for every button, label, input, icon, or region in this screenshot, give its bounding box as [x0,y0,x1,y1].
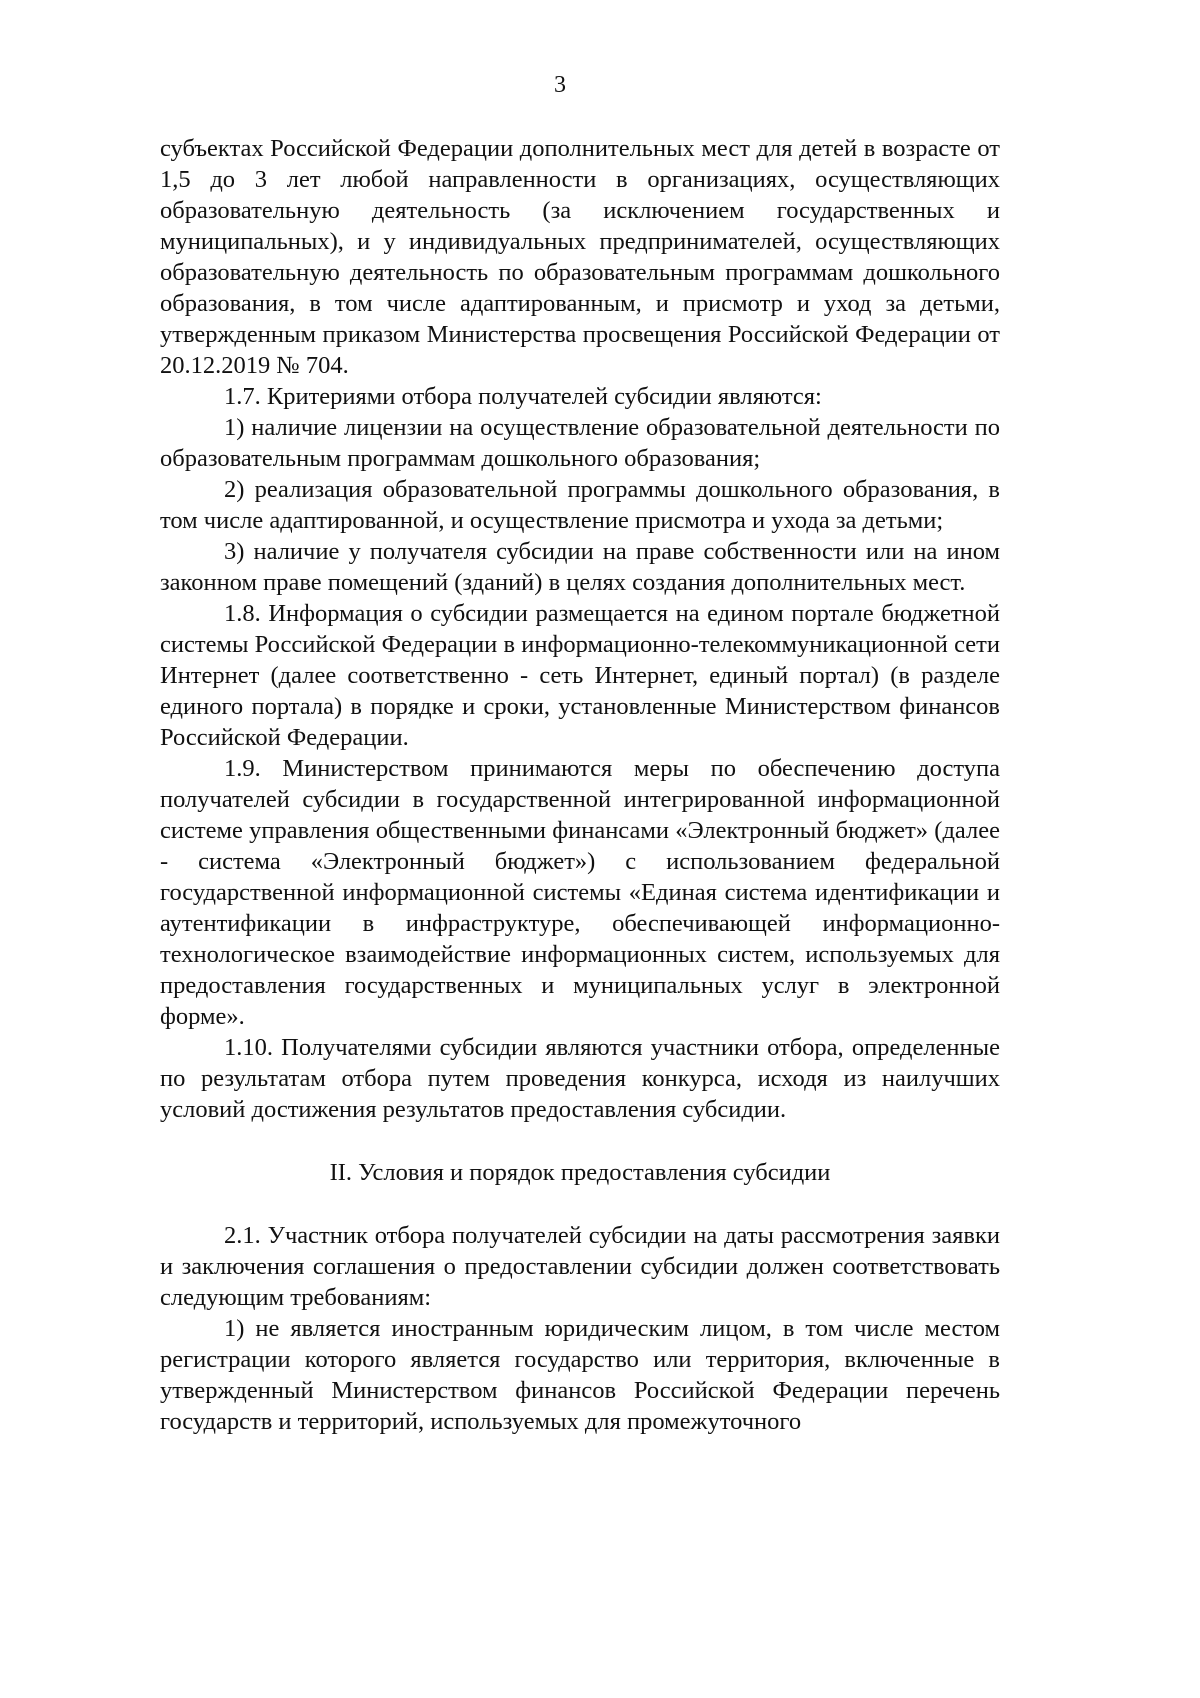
page-number: 3 [554,72,566,98]
paragraph: 1.8. Информация о субсидии размещается на едином портале бюджетной системы Российской Федерации в информационно-телекоммуникационной сети Интернет (далее соответственно - сеть Интернет, единый портал) (в разделе единого портала) в порядке и сроки, установленные Министерством финансов Российской Федерации. [160,600,1000,751]
document-body [160,133,1000,1437]
paragraph: 1.10. Получателями субсидии являются участники отбора, определенные по результатам отбора путем проведения конкурса, исходя из наилучших условий достижения результатов предоставления субсидии. [160,1034,1000,1123]
paragraph: 1) наличие лицензии на осуществление образовательной деятельности по образовательным программам дошкольного образования; [160,414,1000,472]
paragraph: 2) реализация образовательной программы дошкольного образования, в том числе адаптированной, и осуществление присмотра и ухода за детьми; [160,476,1000,534]
paragraph: субъектах Российской Федерации дополнительных мест для детей в возрасте от 1,5 до 3 лет любой направленности в организациях, осуществляющих образовательную деятельность (за исключением государственных и муниципальных), и у индивидуальных предпринимателей, осуществляющих образовательную деятельность по образовательным программам дошкольного образования, в том числе адаптированным, и присмотр и уход за детьми, утвержденным приказом Министерства просвещения Российской Федерации от 20.12.2019 № 704. [160,135,1000,379]
paragraph: 1) не является иностранным юридическим лицом, в том числе местом регистрации которого является государство или территория, включенные в утвержденный Министерством финансов Российской Федерации перечень государств и территорий, используемых для промежуточного [160,1315,1000,1435]
paragraph: 1.9. Министерством принимаются меры по обеспечению доступа получателей субсидии в государственной интегрированной информационной системе управления общественными финансами «Электронный бюджет» (далее - система «Электронный бюджет») с использованием федеральной государственной информационной системы «Единая система идентификации и аутентификации в инфраструктуре, обеспечивающей информационно-технологическое взаимодействие информационных систем, используемых для предоставления государственных и муниципальных услуг в электронной форме». [160,755,1000,1030]
paragraph: 1.7. Критериями отбора получателей субсидии являются: [224,383,822,410]
paragraph: 2.1. Участник отбора получателей субсидии на даты рассмотрения заявки и заключения соглашения о предоставлении субсидии должен соответствовать следующим требованиям: [160,1222,1000,1311]
section-heading: II. Условия и порядок предоставления субсидии [329,1159,831,1186]
paragraph: 3) наличие у получателя субсидии на праве собственности или на ином законном праве помещений (зданий) в целях создания дополнительных мест. [160,538,1000,596]
